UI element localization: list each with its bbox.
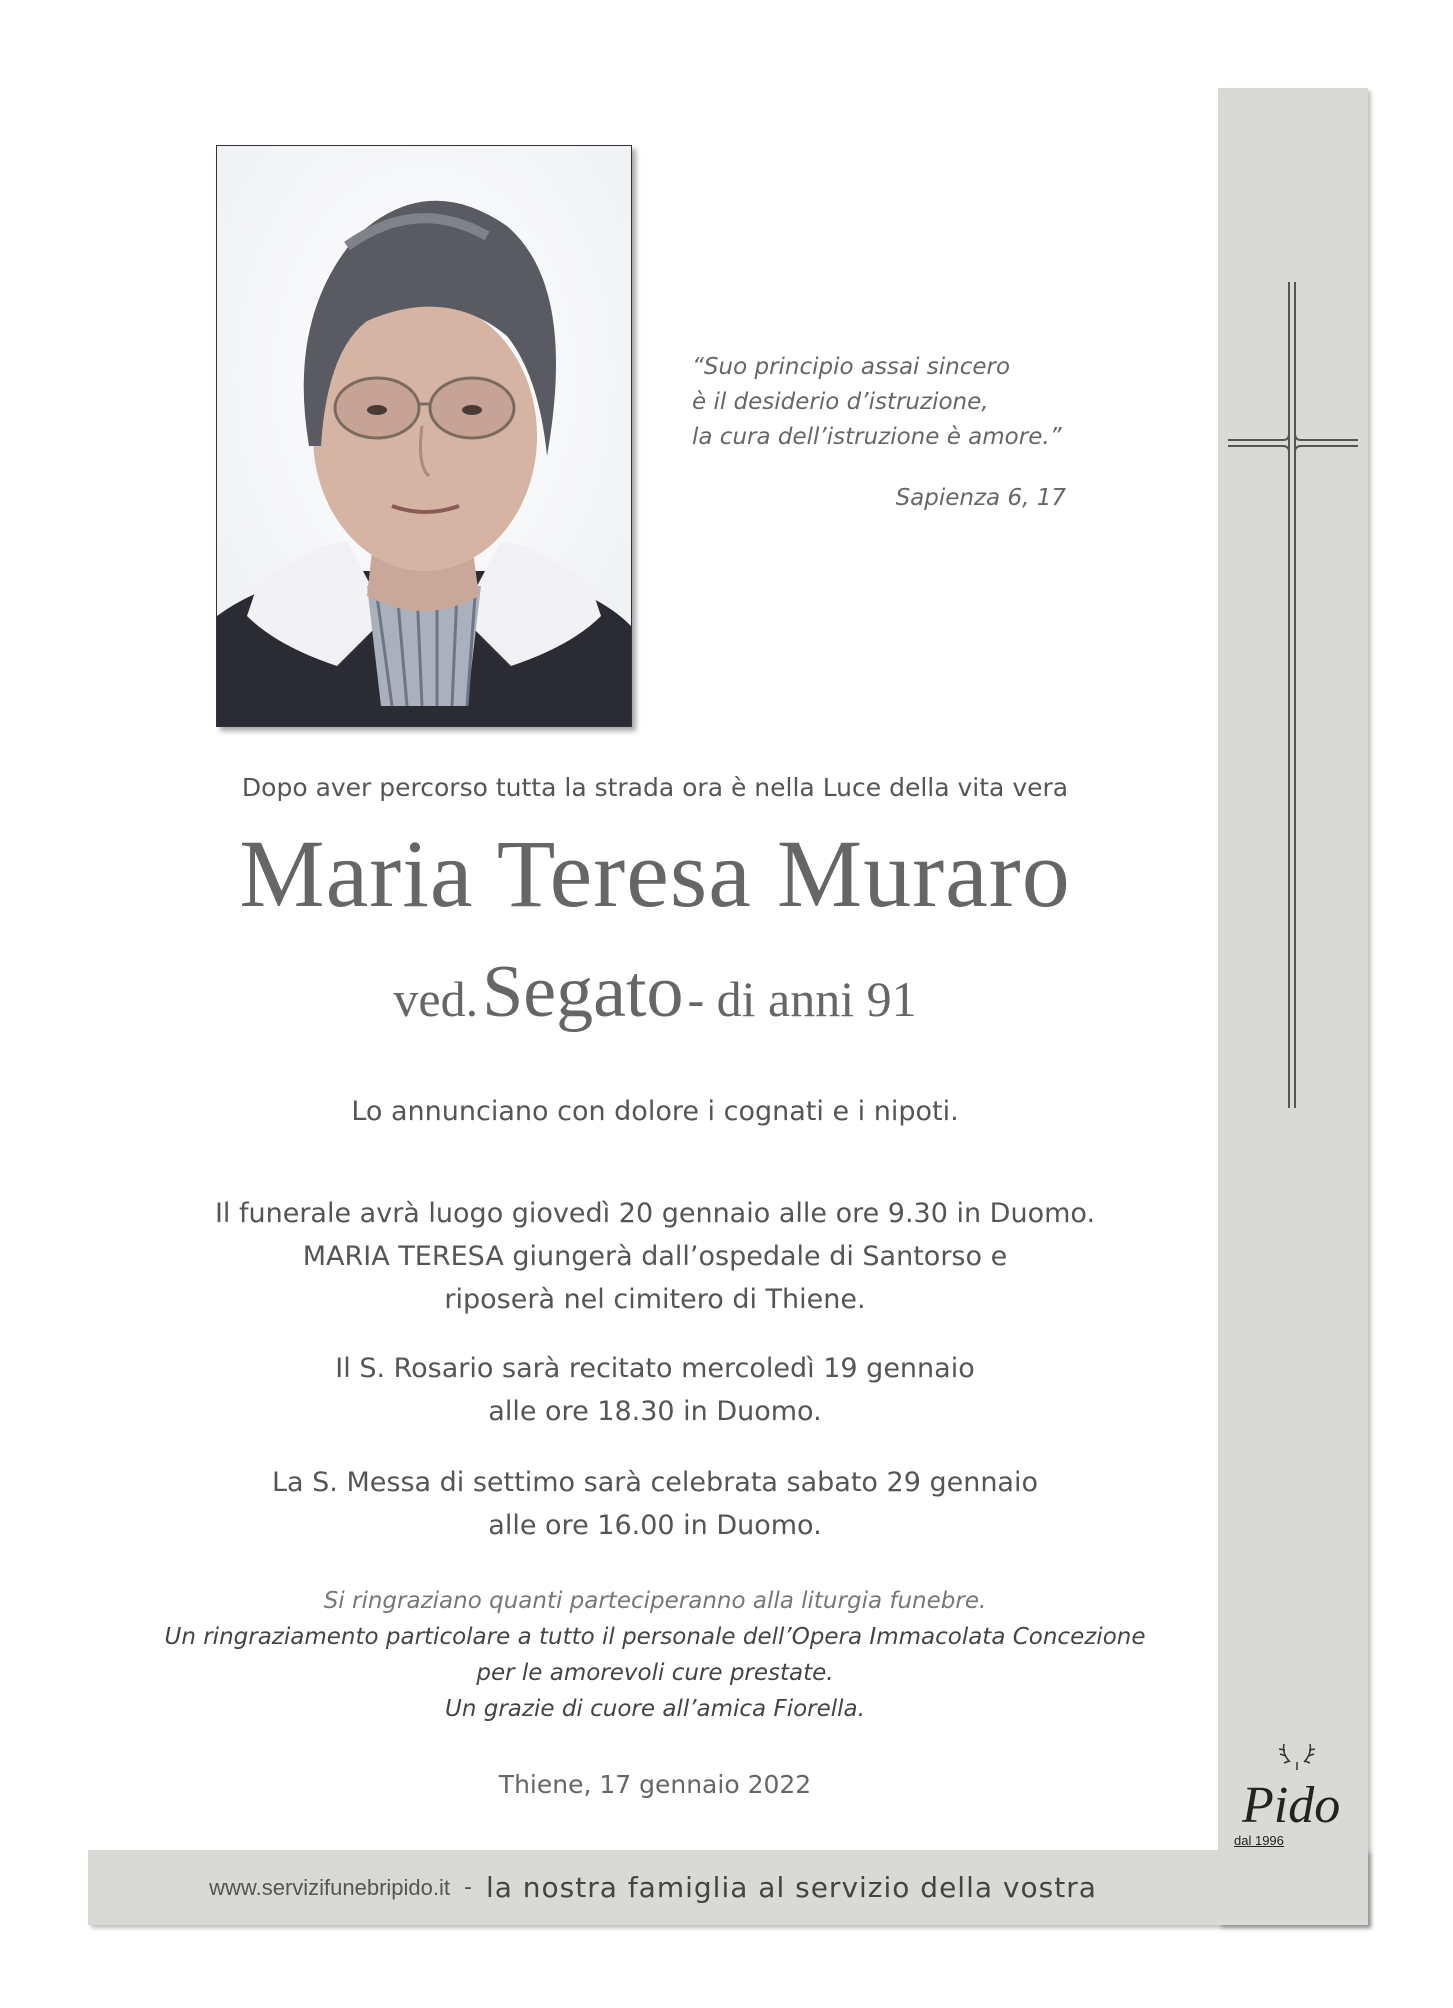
- thanks-line: Un ringraziamento particolare a tutto il personale dell’Opera Immacolata Concezione: [164, 1624, 1146, 1650]
- thanks-block: [110, 1583, 1200, 1727]
- thanks-line: Un grazie di cuore all’amica Fiorella.: [445, 1696, 865, 1722]
- thanks-line: per le amorevoli cure prestate.: [476, 1660, 834, 1686]
- portrait-illustration: [217, 146, 631, 726]
- rosary-line: Il S. Rosario sarà recitato mercoledì 19 gennaio: [335, 1353, 975, 1384]
- married-name: Segato: [482, 951, 684, 1033]
- funeral-line: riposerà nel cimitero di Thiene.: [444, 1284, 866, 1315]
- footer-website[interactable]: www.servizifunebripido.it: [209, 1874, 451, 1900]
- announced-by: Lo annunciano con dolore i cognati e i nipoti.: [351, 1096, 959, 1127]
- quote-line: “Suo principio assai sincero: [692, 354, 1011, 380]
- footer-motto: la nostra famiglia al servizio della vostra: [485, 1871, 1097, 1904]
- logo-since: dal 1996: [1234, 1833, 1284, 1848]
- funeral-line: MARIA TERESA giungerà dall’ospedale di Santorso e: [302, 1241, 1008, 1272]
- mass-line: alle ore 16.00 in Duomo.: [488, 1510, 822, 1541]
- married-name-line: [110, 950, 1200, 1035]
- rosary-info: [110, 1347, 1200, 1433]
- mass-line: La S. Messa di settimo sarà celebrata sabato 29 gennaio: [272, 1467, 1038, 1498]
- quote-line: è il desiderio d’istruzione,: [692, 389, 989, 415]
- rosary-line: alle ore 18.30 in Duomo.: [488, 1396, 822, 1427]
- intro-line: Dopo aver percorso tutta la strada ora è nella Luce della vita vera: [241, 773, 1069, 802]
- quote: [692, 350, 1112, 455]
- portrait-photo: [216, 145, 632, 727]
- ved-prefix: ved.: [393, 971, 479, 1027]
- funeral-line: Il funerale avrà luogo giovedì 20 gennaio alle ore 9.30 in Duomo.: [214, 1198, 1096, 1229]
- logo-brand: Pido: [1242, 1777, 1341, 1834]
- age-text: - di anni 91: [687, 971, 917, 1027]
- quote-reference: Sapienza 6, 17: [895, 485, 1066, 511]
- mass-info: [110, 1461, 1200, 1547]
- thanks-line: Si ringraziano quanti parteciperanno alla liturgia funebre.: [323, 1588, 987, 1614]
- footer-line: [88, 1850, 1218, 1925]
- cross-icon: [1228, 282, 1358, 1108]
- deceased-name: Maria Teresa Muraro: [239, 820, 1071, 927]
- footer-separator: -: [464, 1875, 472, 1900]
- place-date: Thiene, 17 gennaio 2022: [498, 1770, 812, 1799]
- quote-line: la cura dell’istruzione è amore.”: [692, 424, 1062, 450]
- funeral-info: [110, 1192, 1200, 1321]
